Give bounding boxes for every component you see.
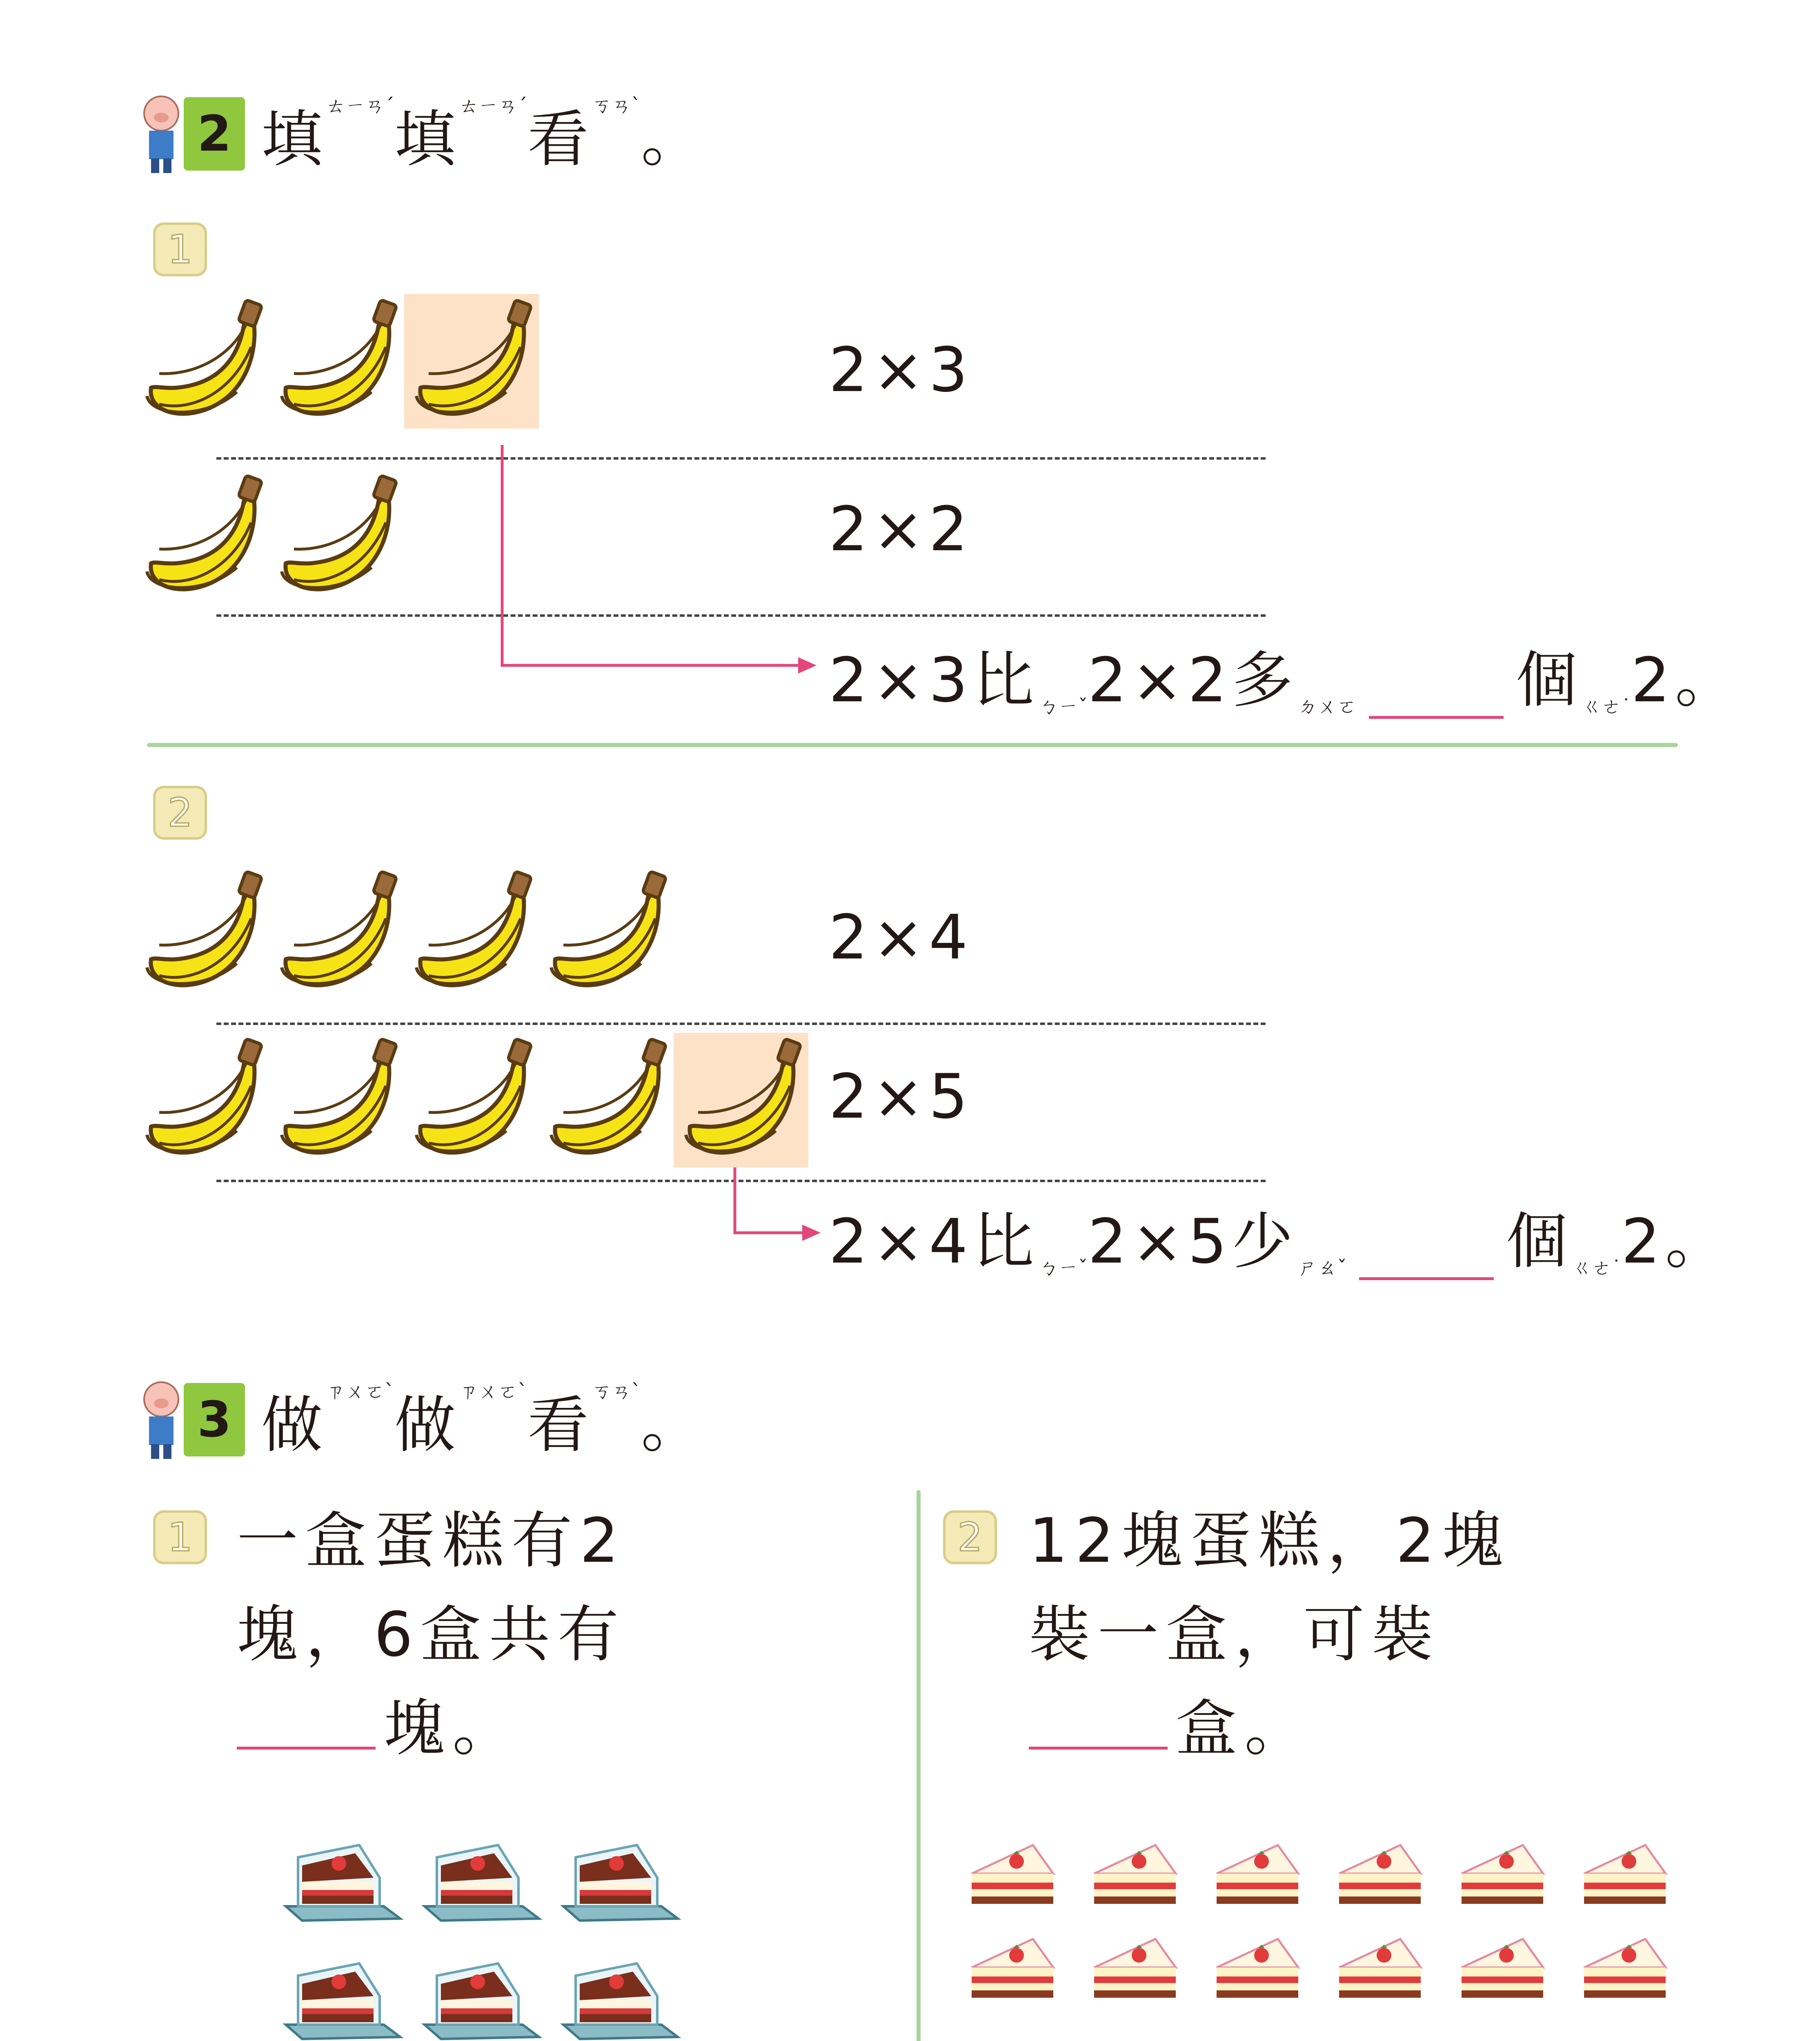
cake-slice-icon: [1213, 1927, 1302, 2004]
boxed-cake-icon: [555, 1829, 686, 1927]
cake-slice-icon: [968, 1833, 1057, 1910]
cake-slice-icon: [1580, 1927, 1670, 2004]
answer-blank[interactable]: [237, 1685, 376, 1750]
banana-icon: [539, 1033, 674, 1167]
q2-statement: 2×4比 ㄅㄧˇ 2×5少 ㄕㄠˇ 個 ㄍㄜ˙ 2。: [829, 1206, 1731, 1279]
section-3-title: 做$^{ㄗㄨㄛˋ}$做$^{ㄗㄨㄛˋ}$看$^{ㄎㄢˋ}$。: [261, 1380, 706, 1461]
section-number-badge: 2: [184, 97, 245, 171]
banana-icon: [269, 469, 404, 604]
banana-row-q1-top: [135, 294, 539, 429]
banana-row-q2-bottom: [135, 1033, 808, 1167]
pig-mascot-icon: [139, 1379, 184, 1461]
banana-icon: [539, 865, 674, 1000]
answer-blank[interactable]: [1029, 1685, 1168, 1750]
section-number-badge: 3: [184, 1383, 245, 1456]
s3-q2-text: 12塊蛋糕，2塊 裝一盒，可裝 盒。: [1029, 1505, 1511, 1764]
cake-slice-icon: [968, 1927, 1057, 2004]
banana-icon: [135, 294, 269, 429]
boxed-cake-icon: [416, 1947, 547, 2041]
answer-blank[interactable]: [1359, 1216, 1494, 1280]
boxed-cake-icon: [416, 1829, 547, 1927]
q1-expr-row1: 2×3: [829, 335, 973, 406]
cake-slice-icon: [1335, 1833, 1425, 1910]
cake-slice-icon: [1090, 1833, 1180, 1910]
cake-slice-icon: [1580, 1833, 1670, 1910]
boxed-cake-grid: [278, 1829, 694, 2041]
boxed-cake-icon: [278, 1947, 408, 2041]
arrow-icon: [494, 445, 821, 674]
column-divider: [917, 1490, 921, 2041]
section-divider: [147, 743, 1678, 747]
question-2-label: 2: [943, 1510, 997, 1564]
banana-icon-highlighted: [674, 1033, 808, 1167]
q1-expr-row2: 2×2: [829, 494, 973, 565]
cake-slice-icon: [1457, 1833, 1547, 1910]
s3-q1-text: 一盒蛋糕有2 塊，6盒共有 塊。: [237, 1505, 626, 1764]
banana-icon: [135, 469, 269, 604]
question-1-label: 1: [153, 1510, 207, 1564]
section-2-title: 填$^{ㄊㄧㄢˊ}$填$^{ㄊㄧㄢˊ}$看$^{ㄎㄢˋ}$。: [261, 94, 706, 175]
question-2-label: 2: [153, 786, 207, 840]
banana-icon-highlighted: [404, 294, 539, 429]
banana-icon: [269, 865, 404, 1000]
banana-icon: [269, 1033, 404, 1167]
cake-slice-icon: [1090, 1927, 1180, 2004]
boxed-cake-icon: [278, 1829, 408, 1927]
q1-statement: 2×3比 ㄅㄧˇ 2×2多 ㄉㄨㄛ 個 ㄍㄜ˙ 2。: [829, 645, 1741, 718]
pig-mascot-icon: [139, 93, 184, 175]
banana-icon: [135, 1033, 269, 1167]
banana-icon: [404, 1033, 539, 1167]
section-2-header: [139, 90, 705, 178]
answer-blank[interactable]: [1369, 655, 1504, 719]
q2-expr-row2: 2×5: [829, 1061, 973, 1132]
banana-row-q2-top: [135, 865, 674, 1000]
q2-expr-row1: 2×4: [829, 902, 973, 973]
banana-icon: [269, 294, 404, 429]
section-3-header: [139, 1376, 705, 1464]
cake-slice-icon: [1457, 1927, 1547, 2004]
cake-slice-grid: [968, 1833, 1702, 2004]
boxed-cake-icon: [555, 1947, 686, 2041]
banana-icon: [135, 865, 269, 1000]
banana-row-q1-bottom: [135, 469, 404, 604]
dashed-separator: [216, 1023, 1266, 1025]
banana-icon: [404, 865, 539, 1000]
question-1-label: 1: [153, 222, 207, 276]
cake-slice-icon: [1335, 1927, 1425, 2004]
arrow-icon: [727, 1167, 825, 1241]
cake-slice-icon: [1213, 1833, 1302, 1910]
